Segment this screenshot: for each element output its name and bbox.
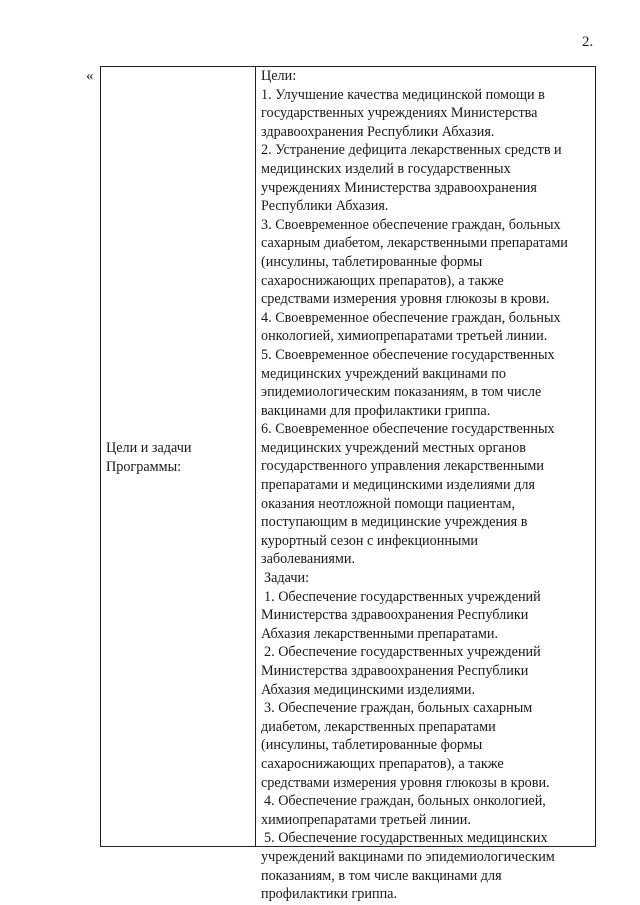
tasks-line: Абхазия медицинскими изделиями. xyxy=(261,681,476,698)
tasks-line: диабетом, лекарственных препаратами xyxy=(261,718,496,735)
tasks-line: Министерства здравоохранения Республики xyxy=(261,607,529,624)
goals-line: оказания неотложной помощи пациентам, xyxy=(261,495,516,512)
goals-line: эпидемиологическим показаниям, в том числе xyxy=(261,384,542,401)
opening-quote-mark: « xyxy=(86,68,94,84)
goals-line: сахароснижающих препаратов), а также xyxy=(261,272,504,289)
content-cell xyxy=(261,67,595,904)
goals-line: медицинских изделий в государственных xyxy=(261,160,511,177)
goals-line: 5. Своевременное обеспечение государственных xyxy=(261,346,555,363)
goals-section xyxy=(261,67,595,569)
goals-line: 2. Устранение дефицита лекарственных средств и xyxy=(261,142,562,159)
tasks-line: 3. Обеспечение граждан, больных сахарным xyxy=(264,700,533,717)
page-number: 2. xyxy=(582,34,594,50)
goals-line: здравоохранения Республики Абхазия. xyxy=(261,123,495,140)
tasks-line: 5. Обеспечение государственных медицинских xyxy=(264,830,548,847)
goals-line: средствами измерения уровня глюкозы в крови. xyxy=(261,291,550,308)
tasks-line: (инсулины, таблетированные формы xyxy=(261,737,483,754)
goals-line: курортный сезон с инфекционными xyxy=(261,532,479,549)
goals-heading: Цели: xyxy=(261,68,297,84)
tasks-line: Абхазия лекарственными препаратами. xyxy=(261,625,499,642)
tasks-line: средствами измерения уровня глюкозы в крови. xyxy=(261,774,550,791)
goals-line: 4. Своевременное обеспечение граждан, больных xyxy=(261,309,561,326)
goals-line: 3. Своевременное обеспечение граждан, больных xyxy=(261,216,561,233)
row-header-line: Цели и задачи xyxy=(106,440,192,456)
goals-line: учреждениях Министерства здравоохранения xyxy=(261,179,537,196)
goals-line: государственного управления лекарственными xyxy=(261,458,544,475)
tasks-line: профилактики гриппа. xyxy=(261,886,398,903)
goals-line: 1. Улучшение качества медицинской помощи в xyxy=(261,86,545,103)
tasks-line: Министерства здравоохранения Республики xyxy=(261,663,529,679)
tasks-line: показаниям, в том числе вакцинами для xyxy=(261,867,502,884)
goals-line: вакцинами для профилактики гриппа. xyxy=(261,402,491,419)
goals-line: Республики Абхазия. xyxy=(261,198,389,215)
goals-line: государственных учреждениях Министерства xyxy=(261,105,538,122)
goals-line: препаратами и медицинскими изделиями для xyxy=(261,477,535,494)
tasks-line: 2. Обеспечение государственных учреждений xyxy=(264,644,541,661)
goals-line: заболеваниями. xyxy=(261,551,356,568)
tasks-line: химиопрепаратами третьей линии. xyxy=(261,811,471,828)
goals-line: медицинских учреждений вакцинами по xyxy=(261,365,506,382)
tasks-section xyxy=(261,569,595,904)
goals-line: 6. Своевременное обеспечение государственных xyxy=(261,421,555,438)
program-table xyxy=(100,66,596,903)
goals-line: сахарным диабетом, лекарственными препаратами xyxy=(261,235,568,252)
goals-line: (инсулины, таблетированные формы xyxy=(261,253,483,270)
row-header-cell xyxy=(106,439,256,476)
tasks-line: сахароснижающих препаратов), а также xyxy=(261,755,504,772)
goals-line: медицинских учреждений местных органов xyxy=(261,439,526,456)
tasks-line: учреждений вакцинами по эпидемиологическим xyxy=(261,848,555,865)
tasks-line: 1. Обеспечение государственных учреждений xyxy=(264,588,541,605)
tasks-heading: Задачи: xyxy=(264,570,310,587)
tasks-line: 4. Обеспечение граждан, больных онкологией, xyxy=(264,793,546,810)
row-header-line: Программы: xyxy=(106,458,182,475)
goals-line: поступающим в медицинские учреждения в xyxy=(261,514,528,531)
goals-line: онкологией, химиопрепаратами третьей линии. xyxy=(261,328,548,345)
